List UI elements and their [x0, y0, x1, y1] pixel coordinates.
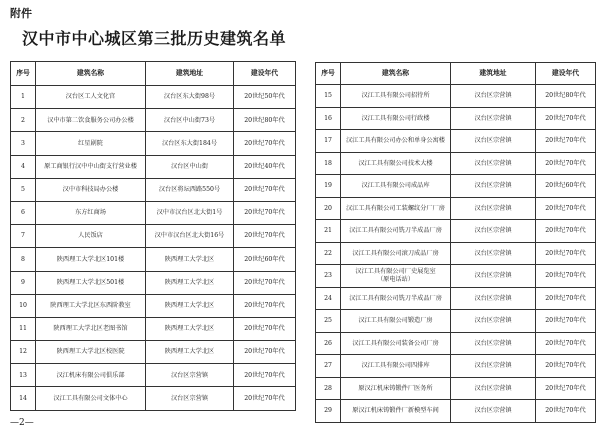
cell-building-name: 汉江工具有限公司技术大楼 — [341, 152, 451, 175]
cell-building-name: 陕西理工大学北区校医院 — [36, 341, 146, 364]
table-row — [316, 265, 596, 288]
table-row — [11, 86, 296, 109]
cell-address: 汉台区宗营镇 — [451, 332, 536, 355]
table-row — [11, 132, 296, 155]
cell-index: 23 — [316, 265, 341, 288]
table-row — [316, 107, 596, 130]
cell-address: 汉台区宗营镇 — [451, 85, 536, 108]
cell-year: 20世纪80年代 — [536, 85, 596, 108]
cell-year: 20世纪70年代 — [234, 317, 296, 340]
cell-year: 20世纪70年代 — [234, 178, 296, 201]
attachment-label: 附件 — [10, 7, 32, 20]
header-name: 建筑名称 — [36, 62, 146, 86]
cell-address: 汉台区宗营镇 — [451, 107, 536, 130]
table-header-row — [316, 63, 596, 85]
document-title: 汉中市中心城区第三批历史建筑名单 — [22, 29, 287, 48]
cell-index: 11 — [11, 317, 36, 340]
cell-index: 21 — [316, 220, 341, 243]
table-row — [316, 197, 596, 220]
cell-year: 20世纪70年代 — [536, 220, 596, 243]
cell-year: 20世纪70年代 — [234, 271, 296, 294]
table-row — [11, 364, 296, 387]
cell-index: 25 — [316, 310, 341, 333]
cell-building-name: 汉江工具有限公司装备公司厂房 — [341, 332, 451, 355]
cell-address: 汉台区中山街73号 — [146, 109, 234, 132]
cell-address: 汉台区宗营镇 — [451, 152, 536, 175]
cell-index: 9 — [11, 271, 36, 294]
table-row — [316, 152, 596, 175]
cell-index: 24 — [316, 287, 341, 310]
cell-year: 20世纪70年代 — [536, 265, 596, 288]
cell-building-name: 红星剧院 — [36, 132, 146, 155]
cell-index: 16 — [316, 107, 341, 130]
cell-year: 20世纪40年代 — [234, 155, 296, 178]
cell-address: 陕西理工大学北区 — [146, 294, 234, 317]
cell-address: 汉台区宗营镇 — [451, 175, 536, 198]
cell-address: 汉台区将坛西路550号 — [146, 178, 234, 201]
cell-index: 2 — [11, 109, 36, 132]
cell-year: 20世纪70年代 — [536, 377, 596, 400]
table-row — [11, 294, 296, 317]
header-name: 建筑名称 — [341, 63, 451, 85]
cell-year: 20世纪70年代 — [234, 294, 296, 317]
cell-index: 8 — [11, 248, 36, 271]
cell-index: 26 — [316, 332, 341, 355]
cell-year: 20世纪70年代 — [536, 355, 596, 378]
header-address: 建筑地址 — [451, 63, 536, 85]
cell-address: 汉台区宗营镇 — [451, 130, 536, 153]
table-row — [11, 155, 296, 178]
cell-year: 20世纪70年代 — [536, 400, 596, 423]
table-row — [316, 332, 596, 355]
header-address: 建筑地址 — [146, 62, 234, 86]
cell-address: 陕西理工大学北区 — [146, 317, 234, 340]
cell-year: 20世纪50年代 — [234, 86, 296, 109]
cell-building-name: 汉江工具有限公司滚刀成品厂房 — [341, 242, 451, 265]
table-row — [316, 130, 596, 153]
table-row — [316, 85, 596, 108]
cell-index: 22 — [316, 242, 341, 265]
cell-index: 12 — [11, 341, 36, 364]
cell-building-name: 汉江工具有限公司办公和单身公寓楼 — [341, 130, 451, 153]
cell-index: 1 — [11, 86, 36, 109]
cell-address: 汉台区宗营镇 — [451, 242, 536, 265]
cell-building-name: 汉江机床有限公司俱乐部 — [36, 364, 146, 387]
header-index: 序号 — [11, 62, 36, 86]
cell-address: 汉台区宗营镇 — [146, 387, 234, 410]
table-row — [316, 310, 596, 333]
cell-year: 20世纪70年代 — [234, 387, 296, 410]
cell-building-name: 汉中市第二饮食服务公司办公楼 — [36, 109, 146, 132]
cell-building-name: 汉中市科技局办公楼 — [36, 178, 146, 201]
header-index: 序号 — [316, 63, 341, 85]
cell-year: 20世纪70年代 — [234, 364, 296, 387]
cell-address: 汉台区宗营镇 — [451, 220, 536, 243]
cell-building-name: 汉台区工人文化宫 — [36, 86, 146, 109]
cell-index: 6 — [11, 201, 36, 224]
cell-building-name: 汉江工具有限公司四排库 — [341, 355, 451, 378]
cell-index: 7 — [11, 225, 36, 248]
cell-year: 20世纪80年代 — [234, 109, 296, 132]
table-row — [11, 387, 296, 410]
cell-index: 3 — [11, 132, 36, 155]
cell-index: 19 — [316, 175, 341, 198]
cell-year: 20世纪70年代 — [234, 341, 296, 364]
cell-building-name: 汉江工具有限公司铣刀半成品厂房 — [341, 287, 451, 310]
table-row — [316, 242, 596, 265]
cell-address: 汉台区宗营镇 — [451, 400, 536, 423]
cell-year: 20世纪70年代 — [536, 242, 596, 265]
cell-year: 20世纪70年代 — [536, 107, 596, 130]
cell-address: 陕西理工大学北区 — [146, 248, 234, 271]
cell-building-name: 汉江工具有限公司锻造厂房 — [341, 310, 451, 333]
cell-address: 汉台区中山街 — [146, 155, 234, 178]
buildings-table-right — [315, 62, 596, 423]
cell-address: 汉台区东大街98号 — [146, 86, 234, 109]
cell-address: 汉中市汉台区北大街16号 — [146, 225, 234, 248]
cell-index: 18 — [316, 152, 341, 175]
cell-year: 20世纪70年代 — [536, 310, 596, 333]
header-year: 建设年代 — [536, 63, 596, 85]
table-row — [11, 341, 296, 364]
cell-address: 陕西理工大学北区 — [146, 341, 234, 364]
cell-address: 汉台区宗营镇 — [451, 310, 536, 333]
cell-index: 13 — [11, 364, 36, 387]
cell-index: 4 — [11, 155, 36, 178]
table-row — [11, 225, 296, 248]
cell-building-name: 汉江工具有限公司行政楼 — [341, 107, 451, 130]
cell-index: 5 — [11, 178, 36, 201]
table-row — [316, 355, 596, 378]
table-row — [11, 109, 296, 132]
cell-building-name: 汉江工具有限公司文体中心 — [36, 387, 146, 410]
cell-year: 20世纪70年代 — [536, 130, 596, 153]
table-row — [316, 400, 596, 423]
cell-year: 20世纪70年代 — [234, 132, 296, 155]
cell-year: 20世纪70年代 — [536, 287, 596, 310]
table-row — [11, 178, 296, 201]
page-number: —2— — [10, 418, 34, 428]
cell-address: 汉台区宗营镇 — [451, 287, 536, 310]
cell-building-name: 原汉江机床铸锻件厂新模型车间 — [341, 400, 451, 423]
cell-address: 汉台区宗营镇 — [451, 197, 536, 220]
cell-building-name: 汉江工具有限公司招待所 — [341, 85, 451, 108]
cell-building-name: 原工商银行汉中中山街支行营业楼 — [36, 155, 146, 178]
cell-building-name: 汉江工具有限公司铣刀半成品厂房 — [341, 220, 451, 243]
cell-address: 汉台区宗营镇 — [451, 377, 536, 400]
table-row — [11, 201, 296, 224]
cell-year: 20世纪70年代 — [234, 225, 296, 248]
cell-address: 汉台区宗营镇 — [146, 364, 234, 387]
cell-year: 20世纪70年代 — [536, 332, 596, 355]
cell-building-name: 汉江工具有限公司工装螺纹分厂厂房 — [341, 197, 451, 220]
cell-year: 20世纪60年代 — [536, 175, 596, 198]
table-row — [316, 220, 596, 243]
cell-building-name: 汉江工具有限公司厂史展览室 （原电话站） — [341, 265, 451, 288]
buildings-table-left — [10, 61, 296, 411]
cell-index: 17 — [316, 130, 341, 153]
cell-index: 29 — [316, 400, 341, 423]
cell-year: 20世纪70年代 — [234, 201, 296, 224]
table-row — [316, 175, 596, 198]
table-header-row — [11, 62, 296, 86]
cell-year: 20世纪70年代 — [536, 152, 596, 175]
cell-year: 20世纪60年代 — [234, 248, 296, 271]
cell-index: 15 — [316, 85, 341, 108]
cell-address: 陕西理工大学北区 — [146, 271, 234, 294]
cell-index: 10 — [11, 294, 36, 317]
cell-year: 20世纪70年代 — [536, 197, 596, 220]
cell-building-name: 陕西理工大学北区老图书馆 — [36, 317, 146, 340]
cell-building-name: 人民饭店 — [36, 225, 146, 248]
cell-building-name: 陕西理工大学北区东西阶教室 — [36, 294, 146, 317]
header-year: 建设年代 — [234, 62, 296, 86]
cell-index: 28 — [316, 377, 341, 400]
cell-building-name: 原汉江机床铸锻件厂医务所 — [341, 377, 451, 400]
table-row — [11, 317, 296, 340]
cell-index: 20 — [316, 197, 341, 220]
cell-building-name: 陕西理工大学北区501楼 — [36, 271, 146, 294]
cell-address: 汉台区宗营镇 — [451, 355, 536, 378]
table-row — [11, 248, 296, 271]
table-row — [11, 271, 296, 294]
cell-index: 27 — [316, 355, 341, 378]
cell-building-name: 汉江工具有限公司成品库 — [341, 175, 451, 198]
cell-address: 汉中市汉台区北大街1号 — [146, 201, 234, 224]
cell-building-name: 陕西理工大学北区101楼 — [36, 248, 146, 271]
table-row — [316, 377, 596, 400]
cell-address: 汉台区东大街184号 — [146, 132, 234, 155]
cell-address: 汉台区宗营镇 — [451, 265, 536, 288]
cell-building-name: 东方红商场 — [36, 201, 146, 224]
table-row — [316, 287, 596, 310]
cell-index: 14 — [11, 387, 36, 410]
